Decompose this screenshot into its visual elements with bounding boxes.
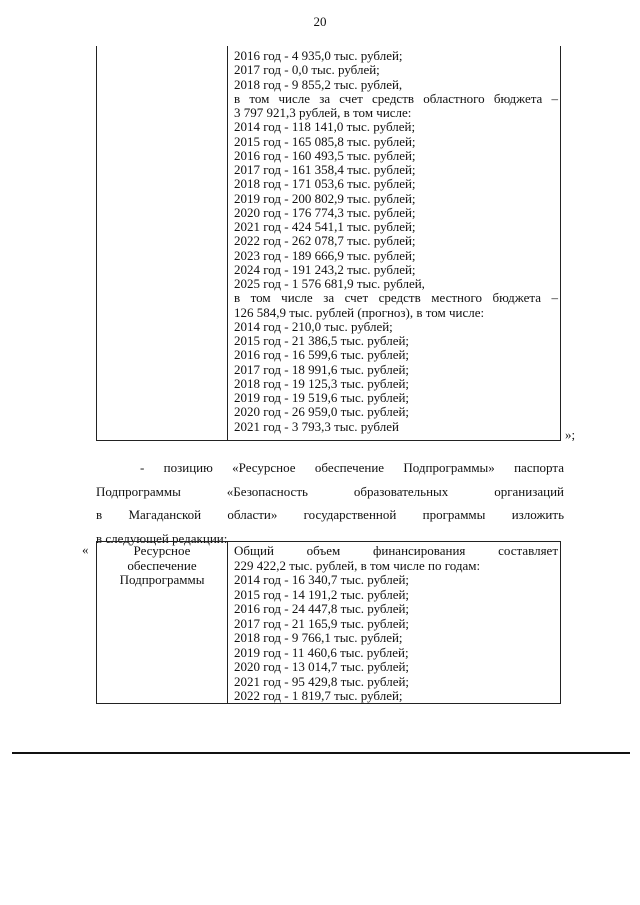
funding-details-cell xyxy=(234,49,558,434)
funding-line: 2019 год - 200 802,9 тыс. рублей; xyxy=(234,190,416,206)
funding-line: 2016 год - 4 935,0 тыс. рублей; xyxy=(234,48,403,63)
page-bottom-rule xyxy=(12,752,630,754)
funding-line: в том числе за счет средств местного бюджета – xyxy=(234,290,558,306)
funding-line: 2015 год - 14 191,2 тыс. рублей; xyxy=(234,586,410,602)
funding-line: 2022 год - 262 078,7 тыс. рублей; xyxy=(234,233,416,249)
funding-line: 2020 год - 26 959,0 тыс. рублей; xyxy=(234,404,410,420)
funding-line: 2021 год - 95 429,8 тыс. рублей; xyxy=(234,673,410,689)
funding-details-cell xyxy=(234,544,558,704)
row-label-cell xyxy=(97,544,227,588)
funding-line: 2017 год - 21 165,9 тыс. рублей; xyxy=(234,615,410,631)
funding-line: 3 797 921,3 рублей, в том числе: xyxy=(234,105,412,120)
funding-line: 126 584,9 тыс. рублей (прогноз), в том числе: xyxy=(234,304,485,320)
funding-line: 2015 год - 21 386,5 тыс. рублей; xyxy=(234,333,410,348)
funding-line: 2020 год - 13 014,7 тыс. рублей; xyxy=(234,659,410,674)
funding-line: в том числе за счет средств областного бюджета – xyxy=(234,90,558,106)
paragraph-line: Подпрограммы «Безопасность образовательных организаций xyxy=(96,483,564,499)
funding-line: 2021 год - 3 793,3 тыс. рублей xyxy=(234,418,399,434)
opening-quote: « xyxy=(82,542,89,557)
funding-line: 2020 год - 176 774,3 тыс. рублей; xyxy=(234,204,416,220)
row-label-line: Подпрограммы xyxy=(119,572,205,587)
funding-table-continued xyxy=(96,46,561,441)
row-label-line: обеспечение xyxy=(127,557,197,573)
funding-line: 2018 год - 171 053,6 тыс. рублей; xyxy=(234,176,416,192)
funding-line: 229 422,2 тыс. рублей, в том числе по годам: xyxy=(234,557,481,573)
paragraph-line: в Магаданской области» государственной программы изложить xyxy=(96,507,564,522)
row-label-line: Ресурсное xyxy=(133,543,191,558)
funding-line: 2017 год - 18 991,6 тыс. рублей; xyxy=(234,361,410,377)
funding-line: 2018 год - 9 855,2 тыс. рублей, xyxy=(234,76,403,92)
column-divider xyxy=(227,46,228,440)
paragraph-line: - позицию «Ресурсное обеспечение Подпрограммы» паспорта xyxy=(140,460,564,475)
funding-line: 2024 год - 191 243,2 тыс. рублей; xyxy=(234,261,416,277)
funding-line: 2025 год - 1 576 681,9 тыс. рублей, xyxy=(234,276,425,291)
funding-line: 2022 год - 1 819,7 тыс. рублей; xyxy=(234,688,403,703)
closing-quote: »; xyxy=(565,427,576,442)
funding-line: 2014 год - 118 141,0 тыс. рублей; xyxy=(234,119,416,135)
funding-line: 2023 год - 189 666,9 тыс. рублей; xyxy=(234,247,416,263)
page-number: 20 xyxy=(313,14,327,29)
funding-line: 2021 год - 424 541,1 тыс. рублей; xyxy=(234,219,416,234)
funding-line: Общий объем финансирования составляет xyxy=(234,543,558,558)
funding-line: 2018 год - 9 766,1 тыс. рублей; xyxy=(234,630,403,645)
funding-line: 2016 год - 24 447,8 тыс. рублей; xyxy=(234,601,410,616)
column-divider xyxy=(227,542,228,703)
funding-line: 2017 год - 161 358,4 тыс. рублей; xyxy=(234,162,416,177)
funding-line: 2016 год - 160 493,5 тыс. рублей; xyxy=(234,147,416,163)
funding-line: 2015 год - 165 085,8 тыс. рублей; xyxy=(234,133,416,149)
funding-line: 2016 год - 16 599,6 тыс. рублей; xyxy=(234,347,410,363)
amendment-paragraph xyxy=(96,456,564,550)
paragraph-line: в следующей редакции: xyxy=(96,530,228,546)
funding-line: 2014 год - 210,0 тыс. рублей; xyxy=(234,318,393,334)
funding-line: 2017 год - 0,0 тыс. рублей; xyxy=(234,62,380,78)
resource-provision-table xyxy=(96,541,561,704)
funding-line: 2014 год - 16 340,7 тыс. рублей; xyxy=(234,572,410,587)
funding-line: 2018 год - 19 125,3 тыс. рублей; xyxy=(234,375,410,391)
funding-line: 2019 год - 11 460,6 тыс. рублей; xyxy=(234,644,409,660)
funding-line: 2019 год - 19 519,6 тыс. рублей; xyxy=(234,390,410,405)
